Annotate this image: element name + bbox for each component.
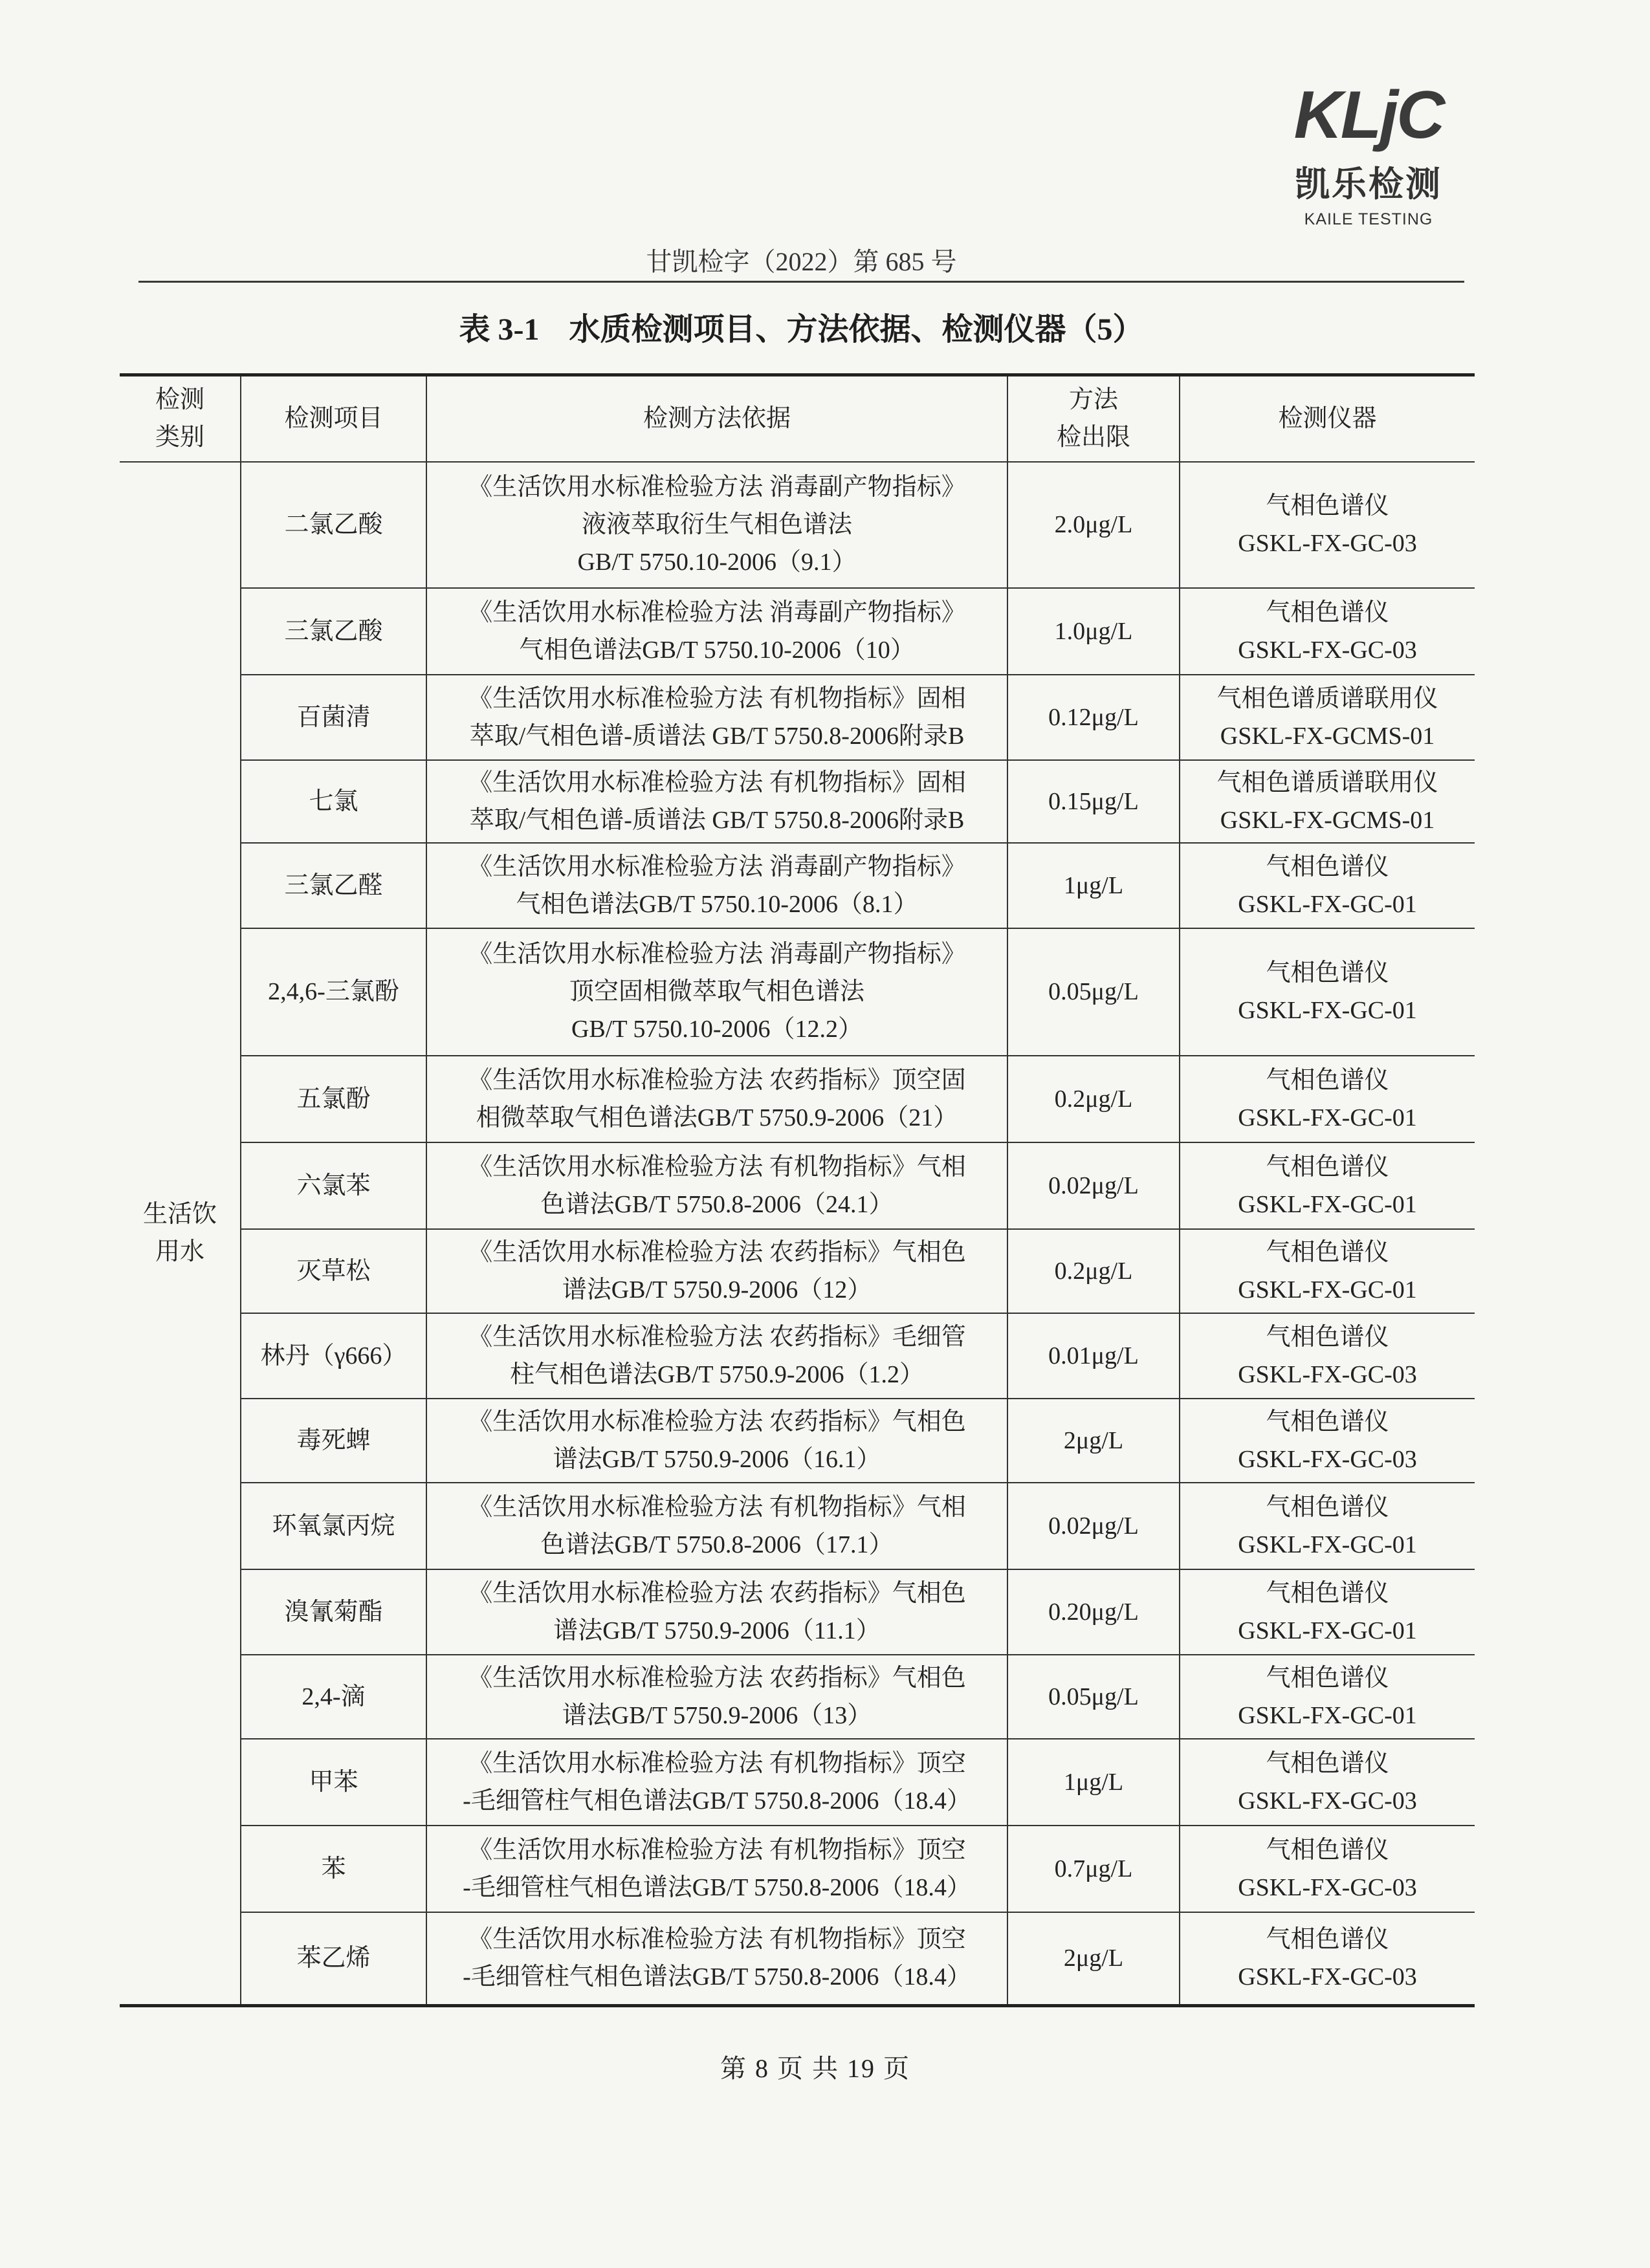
instrument-id: GSKL-FX-GC-01 <box>1238 890 1417 918</box>
column-header-instrument <box>1180 375 1475 462</box>
method-line: 《生活饮用水标准检验方法 农药指标》气相色 <box>468 1664 966 1692</box>
column-header-detection-limit <box>1007 375 1180 462</box>
method-cell <box>426 1826 1007 1912</box>
detection-limit-cell: 0.12μg/L <box>1007 675 1180 760</box>
method-line: 液液萃取衍生气相色谱法 <box>581 511 852 538</box>
detection-limit-cell: 0.01μg/L <box>1007 1313 1180 1399</box>
method-cell <box>426 928 1007 1056</box>
detection-limit-cell: 2.0μg/L <box>1007 462 1180 588</box>
test-item-cell: 七氯 <box>241 760 426 843</box>
table-row <box>120 1142 1475 1229</box>
method-cell <box>426 1313 1007 1399</box>
detection-limit-cell: 0.02μg/L <box>1007 1483 1180 1569</box>
instrument-name: 气相色谱质谱联用仪 <box>1216 769 1438 796</box>
instrument-cell <box>1180 1739 1475 1826</box>
method-line: 《生活饮用水标准检验方法 消毒副产物指标》 <box>468 474 966 501</box>
method-line: 《生活饮用水标准检验方法 有机物指标》气相 <box>468 1153 966 1181</box>
detection-limit-cell: 0.05μg/L <box>1007 1655 1180 1739</box>
column-header-method <box>426 375 1007 462</box>
instrument-cell <box>1180 588 1475 675</box>
detection-limit-cell: 0.02μg/L <box>1007 1142 1180 1229</box>
instrument-cell <box>1180 1313 1475 1399</box>
method-line: GB/T 5750.10-2006（9.1） <box>577 549 857 576</box>
header-line: 检测项目 <box>284 405 383 433</box>
method-line: 谱法GB/T 5750.9-2006（12） <box>562 1276 872 1303</box>
instrument-id: GSKL-FX-GC-03 <box>1238 636 1417 664</box>
logo-mark: KLjC <box>1293 78 1444 153</box>
instrument-name: 气相色谱仪 <box>1266 492 1389 519</box>
test-item-cell: 苯 <box>241 1826 426 1912</box>
header-line: 方法 <box>1068 386 1118 414</box>
method-cell <box>426 1483 1007 1569</box>
test-item-cell: 苯乙烯 <box>241 1912 426 2006</box>
instrument-id: GSKL-FX-GC-01 <box>1238 1190 1417 1218</box>
detection-limit-cell: 1.0μg/L <box>1007 588 1180 675</box>
instrument-name: 气相色谱仪 <box>1266 1664 1389 1692</box>
instrument-name: 气相色谱仪 <box>1266 1323 1389 1351</box>
instrument-id: GSKL-FX-GC-01 <box>1238 1104 1417 1131</box>
logo-company-name-en: KAILE TESTING <box>1304 210 1433 228</box>
test-item-cell: 五氯酚 <box>241 1056 426 1142</box>
test-item-cell: 毒死蜱 <box>241 1399 426 1483</box>
instrument-name: 气相色谱仪 <box>1266 1066 1389 1094</box>
instrument-id: GSKL-FX-GC-03 <box>1238 1963 1417 1991</box>
instrument-id: GSKL-FX-GCMS-01 <box>1220 806 1435 834</box>
instrument-name: 气相色谱仪 <box>1266 1579 1389 1607</box>
method-line: 《生活饮用水标准检验方法 有机物指标》固相 <box>468 769 966 796</box>
instrument-name: 气相色谱仪 <box>1266 1238 1389 1266</box>
header-divider <box>138 281 1464 283</box>
instrument-name: 气相色谱仪 <box>1266 1408 1389 1435</box>
table-row <box>120 1399 1475 1483</box>
instrument-cell <box>1180 1483 1475 1569</box>
method-line: 《生活饮用水标准检验方法 消毒副产物指标》 <box>468 598 966 626</box>
method-line: -毛细管柱气相色谱法GB/T 5750.8-2006（18.4） <box>463 1963 971 1991</box>
test-item-cell: 六氯苯 <box>241 1142 426 1229</box>
instrument-id: GSKL-FX-GC-01 <box>1238 1276 1417 1303</box>
method-line: 《生活饮用水标准检验方法 有机物指标》顶空 <box>468 1749 966 1777</box>
instrument-name: 气相色谱质谱联用仪 <box>1216 684 1438 712</box>
method-line: -毛细管柱气相色谱法GB/T 5750.8-2006（18.4） <box>463 1787 971 1815</box>
instrument-name: 气相色谱仪 <box>1266 1493 1389 1521</box>
method-cell <box>426 1056 1007 1142</box>
table-row <box>120 1912 1475 2006</box>
instrument-cell <box>1180 1229 1475 1313</box>
table-number: 表 3-1 <box>459 312 540 347</box>
method-cell <box>426 1912 1007 2006</box>
method-line: 《生活饮用水标准检验方法 农药指标》顶空固 <box>468 1066 966 1094</box>
table-title-text: 水质检测项目、方法依据、检测仪器（5） <box>569 312 1144 347</box>
table-row <box>120 1229 1475 1313</box>
table-row <box>120 462 1475 588</box>
test-item-cell: 2,4,6-三氯酚 <box>241 928 426 1056</box>
method-cell <box>426 1399 1007 1483</box>
header-line: 类别 <box>155 424 204 452</box>
instrument-cell <box>1180 462 1475 588</box>
instrument-name: 气相色谱仪 <box>1266 598 1389 626</box>
instrument-name: 气相色谱仪 <box>1266 1749 1389 1777</box>
table-body <box>120 462 1475 2006</box>
instrument-name: 气相色谱仪 <box>1266 959 1389 987</box>
test-item-cell: 三氯乙醛 <box>241 843 426 928</box>
detection-limit-cell: 2μg/L <box>1007 1399 1180 1483</box>
method-line: 色谱法GB/T 5750.8-2006（24.1） <box>540 1190 894 1218</box>
test-item-cell: 甲苯 <box>241 1739 426 1826</box>
test-item-cell: 二氯乙酸 <box>241 462 426 588</box>
instrument-name: 气相色谱仪 <box>1266 1926 1389 1954</box>
category-cell <box>120 462 241 2006</box>
detection-limit-cell: 0.05μg/L <box>1007 928 1180 1056</box>
instrument-name: 气相色谱仪 <box>1266 1153 1389 1181</box>
method-cell <box>426 1142 1007 1229</box>
instrument-name: 气相色谱仪 <box>1266 1836 1389 1864</box>
method-cell <box>426 675 1007 760</box>
instrument-id: GSKL-FX-GC-03 <box>1238 1445 1417 1473</box>
header-line: 检测 <box>155 386 204 414</box>
table-row <box>120 1569 1475 1655</box>
method-cell <box>426 760 1007 843</box>
table-row <box>120 1826 1475 1912</box>
instrument-cell <box>1180 1655 1475 1739</box>
method-cell <box>426 462 1007 588</box>
company-logo <box>1271 78 1466 229</box>
detection-limit-cell: 0.2μg/L <box>1007 1229 1180 1313</box>
detection-limit-cell: 0.2μg/L <box>1007 1056 1180 1142</box>
method-line: 柱气相色谱法GB/T 5750.9-2006（1.2） <box>509 1360 925 1388</box>
method-line: 色谱法GB/T 5750.8-2006（17.1） <box>540 1531 894 1558</box>
method-line: 萃取/气相色谱-质谱法 GB/T 5750.8-2006附录B <box>469 806 965 834</box>
method-cell <box>426 1569 1007 1655</box>
table-row <box>120 928 1475 1056</box>
method-line: 气相色谱法GB/T 5750.10-2006（8.1） <box>516 890 918 918</box>
method-line: 《生活饮用水标准检验方法 有机物指标》顶空 <box>468 1836 966 1864</box>
method-line: 气相色谱法GB/T 5750.10-2006（10） <box>519 636 915 664</box>
method-cell <box>426 588 1007 675</box>
instrument-id: GSKL-FX-GC-01 <box>1238 1701 1417 1729</box>
method-line: 《生活饮用水标准检验方法 农药指标》气相色 <box>468 1408 966 1435</box>
method-line: 谱法GB/T 5750.9-2006（13） <box>562 1701 872 1729</box>
page-number: 第 8 页 共 19 页 <box>720 2054 910 2083</box>
detection-limit-cell: 0.7μg/L <box>1007 1826 1180 1912</box>
method-line: 《生活饮用水标准检验方法 农药指标》气相色 <box>468 1238 966 1266</box>
method-line: 《生活饮用水标准检验方法 消毒副产物指标》 <box>468 853 966 880</box>
instrument-cell <box>1180 675 1475 760</box>
instrument-id: GSKL-FX-GC-03 <box>1238 1360 1417 1388</box>
detection-limit-cell: 1μg/L <box>1007 1739 1180 1826</box>
table-row <box>120 675 1475 760</box>
method-cell <box>426 1739 1007 1826</box>
test-item-cell: 2,4-滴 <box>241 1655 426 1739</box>
instrument-id: GSKL-FX-GC-01 <box>1238 1531 1417 1558</box>
document-number: 甘凯检字（2022）第 685 号 <box>646 247 957 276</box>
method-line: 萃取/气相色谱-质谱法 GB/T 5750.8-2006附录B <box>469 722 965 750</box>
table-row <box>120 1739 1475 1826</box>
method-line: 《生活饮用水标准检验方法 农药指标》气相色 <box>468 1579 966 1607</box>
method-line: 相微萃取气相色谱法GB/T 5750.9-2006（21） <box>476 1104 958 1131</box>
method-line: 谱法GB/T 5750.9-2006（11.1） <box>553 1617 881 1644</box>
detection-limit-cell: 1μg/L <box>1007 843 1180 928</box>
inspection-methods-table <box>120 373 1475 2007</box>
test-item-cell: 溴氰菊酯 <box>241 1569 426 1655</box>
table-header-row <box>120 375 1475 462</box>
category-line: 用水 <box>155 1238 204 1266</box>
detection-limit-cell: 0.20μg/L <box>1007 1569 1180 1655</box>
header-line: 检出限 <box>1056 424 1130 452</box>
instrument-cell <box>1180 928 1475 1056</box>
instrument-id: GSKL-FX-GC-03 <box>1238 1787 1417 1815</box>
detection-limit-cell: 2μg/L <box>1007 1912 1180 2006</box>
instrument-cell <box>1180 1142 1475 1229</box>
test-item-cell: 林丹（γ666） <box>241 1313 426 1399</box>
instrument-cell <box>1180 1569 1475 1655</box>
instrument-id: GSKL-FX-GCMS-01 <box>1220 722 1435 750</box>
method-line: 《生活饮用水标准检验方法 农药指标》毛细管 <box>468 1323 966 1351</box>
detection-limit-cell: 0.15μg/L <box>1007 760 1180 843</box>
test-item-cell: 百菌清 <box>241 675 426 760</box>
method-line: GB/T 5750.10-2006（12.2） <box>571 1016 863 1043</box>
method-cell <box>426 843 1007 928</box>
table-row <box>120 1655 1475 1739</box>
header-line: 检测方法依据 <box>643 405 791 433</box>
instrument-cell <box>1180 1399 1475 1483</box>
instrument-cell <box>1180 760 1475 843</box>
instrument-cell <box>1180 843 1475 928</box>
method-line: 《生活饮用水标准检验方法 消毒副产物指标》 <box>468 941 966 968</box>
method-line: 《生活饮用水标准检验方法 有机物指标》气相 <box>468 1493 966 1521</box>
method-line: 顶空固相微萃取气相色谱法 <box>569 978 864 1005</box>
instrument-cell <box>1180 1826 1475 1912</box>
table-row <box>120 588 1475 675</box>
test-item-cell: 灭草松 <box>241 1229 426 1313</box>
logo-company-name-cn: 凯乐检测 <box>1295 165 1442 204</box>
table-row <box>120 1056 1475 1142</box>
table-row <box>120 1483 1475 1569</box>
category-line: 生活饮 <box>142 1201 217 1228</box>
method-cell <box>426 1229 1007 1313</box>
method-cell <box>426 1655 1007 1739</box>
instrument-id: GSKL-FX-GC-01 <box>1238 1617 1417 1644</box>
table-row <box>120 843 1475 928</box>
table-row <box>120 760 1475 843</box>
instrument-cell <box>1180 1056 1475 1142</box>
method-line: 谱法GB/T 5750.9-2006（16.1） <box>553 1445 881 1473</box>
method-line: 《生活饮用水标准检验方法 有机物指标》顶空 <box>468 1926 966 1954</box>
instrument-cell <box>1180 1912 1475 2006</box>
table-title <box>138 311 1464 349</box>
table-row <box>120 1313 1475 1399</box>
column-header-item <box>241 375 426 462</box>
instrument-name: 气相色谱仪 <box>1266 853 1389 880</box>
instrument-id: GSKL-FX-GC-03 <box>1238 1873 1417 1901</box>
test-item-cell: 三氯乙酸 <box>241 588 426 675</box>
test-item-cell: 环氧氯丙烷 <box>241 1483 426 1569</box>
instrument-id: GSKL-FX-GC-01 <box>1238 997 1417 1024</box>
instrument-id: GSKL-FX-GC-03 <box>1238 530 1417 557</box>
method-line: -毛细管柱气相色谱法GB/T 5750.8-2006（18.4） <box>463 1873 971 1901</box>
column-header-category <box>120 375 241 462</box>
method-line: 《生活饮用水标准检验方法 有机物指标》固相 <box>468 684 966 712</box>
header-line: 检测仪器 <box>1278 405 1377 433</box>
